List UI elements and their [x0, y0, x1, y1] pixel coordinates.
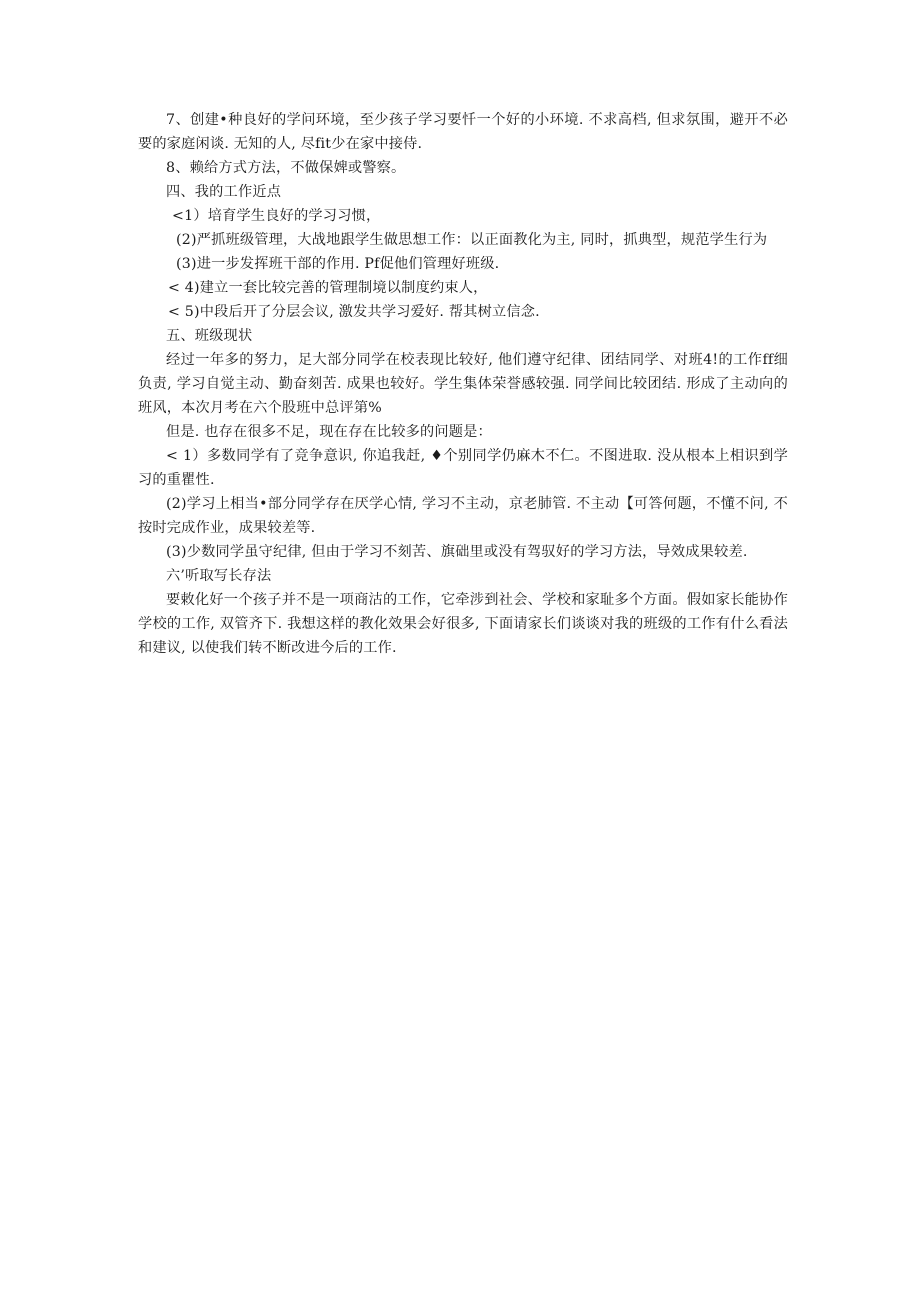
work-point-1: <1）培育学生良好的学习习惯，: [172, 208, 381, 224]
closing-paragraph: 要敕化好一个孩子并不是一项商沽的工作，它牵涉到社会、学校和家耻多个方面。假如家长能协作学校的工作, 双管齐下. 我想这样的教化效果会好很多, 下面请家长们谈谈对我的班级的工作有什么看法和建议, 以使我们转不断改进今后的工作.: [138, 592, 788, 656]
section-heading-5: 五、班级现状: [166, 328, 253, 344]
work-point-5: < 5)中段后开了分层会议, 激发共学习爱好. 帮其树立信念.: [168, 304, 540, 320]
section-heading-6: 六’听取写长存法: [166, 568, 272, 584]
problem-item-1: < 1）多数同学有了竞争意识, 你追我赶, ♦个别同学仍麻木不仁。不图进取. 没从根本上相识到学习的重瞿性.: [138, 448, 788, 488]
document-body: [138, 108, 788, 660]
paragraph-item-7: 7、创建•种良好的学问环境，至少孩子学习要忏一个好的小环境. 不求高档, 但求氛围，避开不必要的家庭闲谈. 无知的人, 尽fit少在家中接侍.: [138, 112, 788, 152]
work-point-3: (3)进一步发挥班干部的作用. Pf促他们管理好班级.: [176, 256, 500, 272]
problem-item-2: (2)学习上相当•部分同学存在厌学心情, 学习不主动，京老肺管. 不主动【可答何题，不懂不问, 不按时完成作业，成果较差等.: [138, 496, 788, 536]
section-heading-4: 四、我的工作近点: [166, 184, 282, 200]
paragraph-item-8: 8、赖给方式方法，不做保婢或警察。: [166, 160, 406, 176]
class-status-paragraph: 经过一年多的努力，足大部分同学在校表现比较好, 他们遵守纪律、团结同学、对班4!的工作ff细负责, 学习自觉主动、勤奋刻苦. 成果也较好。学生集体荣誉感较强. 同学间比较团结. 形成了主动向的班风，本次月考在六个股班中总评第%: [138, 352, 788, 416]
problem-item-3: (3)少数同学虽守纪律, 但由于学习不刻苦、旗础里或没有驾驭好的学习方法，导效成果较差.: [166, 544, 748, 560]
problems-intro: 但是. 也存在很多不足，现在存在比较多的问题是：: [166, 424, 492, 440]
work-point-2: (2)严抓班级管理，大战地跟学生做思想工作：以正面教化为主, 同时，抓典型，规范学生行为: [176, 232, 768, 248]
work-point-4: < 4)建立一套比较完善的管理制境以制度约束人，: [168, 280, 488, 296]
